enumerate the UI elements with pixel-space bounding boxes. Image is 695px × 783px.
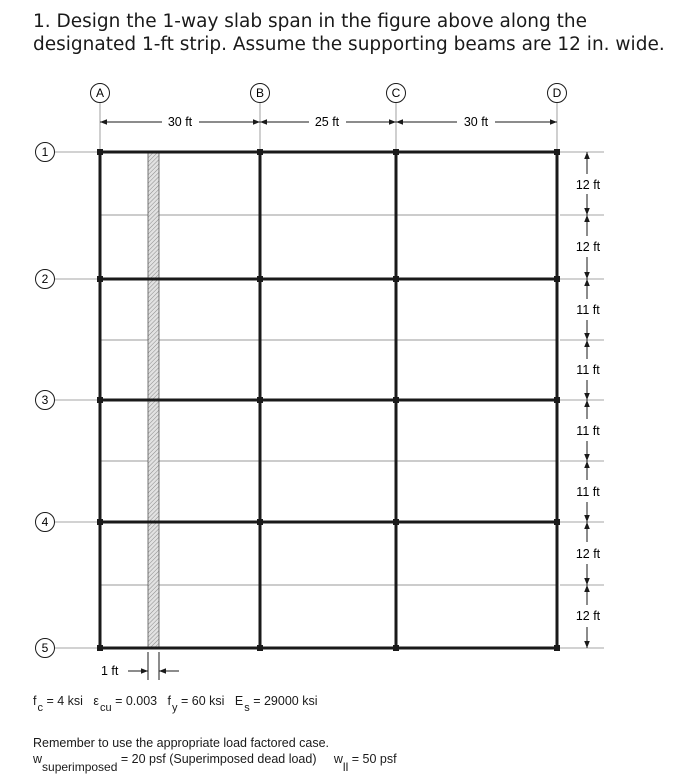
column-label-a: A	[95, 86, 105, 100]
row-span-4: 11 ft	[576, 363, 600, 377]
column-label-c: C	[391, 86, 401, 100]
row-span-1: 12 ft	[575, 178, 601, 192]
material-properties	[33, 694, 318, 714]
column-label-d: D	[552, 86, 562, 100]
span-label-bc: 25 ft	[314, 115, 340, 129]
load-values	[33, 752, 397, 774]
column-bubbles	[91, 84, 567, 103]
strip-dimension	[128, 652, 179, 680]
row-label-3: 3	[41, 393, 49, 407]
strip-width-label: 1 ft	[101, 664, 119, 678]
live-load: $w_{ll} = 50$ psf	[333, 752, 397, 774]
row-label-4: 4	[41, 515, 49, 529]
row-label-1: 1	[41, 145, 49, 159]
row-span-8: 12 ft	[575, 609, 601, 623]
row-bubbles	[36, 143, 55, 658]
fy-property: $f_y = 60$ ksi	[167, 694, 225, 714]
row-span-3: 11 ft	[576, 303, 600, 317]
row-label-2: 2	[41, 272, 49, 286]
question-text: 1. Design the 1-way slab span in the figure above along the designated 1-ft strip. Assume the supporting beams are 12 in. wide.	[33, 11, 665, 55]
row-span-6: 11 ft	[576, 485, 600, 499]
span-label-cd: 30 ft	[463, 115, 489, 129]
row-span-5: 11 ft	[576, 424, 600, 438]
load-reminder: Remember to use the appropriate load factored case.	[33, 736, 330, 750]
superimposed-load: $w_{superimposed} = 20$ psf (Superimposed dead load)	[33, 752, 317, 774]
es-property: $E_s = 29000$ ksi	[234, 694, 318, 714]
main-grid	[100, 152, 557, 648]
row-span-7: 12 ft	[575, 547, 601, 561]
span-label-ab: 30 ft	[167, 115, 193, 129]
column-label-b: B	[255, 86, 265, 100]
row-label-5: 5	[41, 641, 49, 655]
ecu-property: $\varepsilon_{cu} = 0.003$	[93, 694, 158, 714]
row-span-2: 12 ft	[575, 240, 601, 254]
fc-property: $f_c = 4$ ksi	[33, 694, 83, 714]
